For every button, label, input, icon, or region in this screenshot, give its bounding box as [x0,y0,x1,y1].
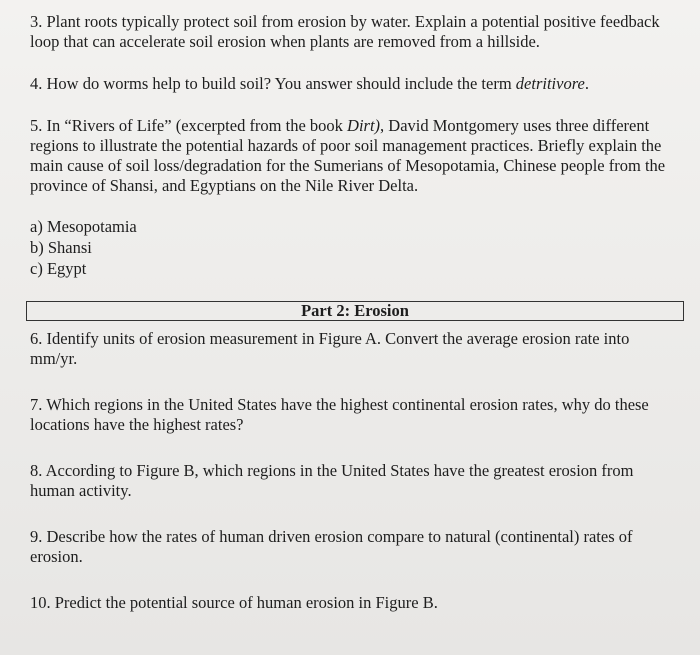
question-4-end: . [584,74,589,93]
question-3-text: 3. Plant roots typically protect soil from erosion by water. Explain a potential positive feedback loop that can accelerate soil erosion when plants are removed from a hillside. [30,12,660,51]
question-10-text: 10. Predict the potential source of human erosion in Figure B. [30,593,438,612]
question-5-options [30,216,680,279]
question-5 [30,116,680,196]
question-5-text-end: , David Montgomery uses three different regions to illustrate the potential hazards of poor soil management practices. Briefly explain the main cause of soil loss/degradation for the Sumerians of Mesopotamia, Chinese people from the province of Shansi, and Egyptians on the Nile River Delta. [30,116,666,195]
part-2-heading-text: Part 2: Erosion [301,301,409,320]
question-10 [30,593,680,613]
question-4-text: 4. How do worms help to build soil? You answer should include the term [30,74,516,93]
question-8-text: 8. According to Figure B, which regions in the United States have the greatest erosion from human activity. [30,461,634,500]
part-2-heading [26,301,684,321]
question-8 [30,461,680,501]
question-4-term: detritivore [515,74,585,93]
question-9-text: 9. Describe how the rates of human driven erosion compare to natural (continental) rates of erosion. [30,527,633,566]
question-6-text: 6. Identify units of erosion measurement in Figure A. Convert the average erosion rate into mm/yr. [30,329,630,368]
option-egypt: c) Egypt [30,259,87,278]
question-5-text-start: 5. In “Rivers of Life” (excerpted from the book [30,116,348,135]
question-3 [30,12,680,52]
question-7 [30,395,680,435]
question-7-text: 7. Which regions in the United States have the highest continental erosion rates, why do these locations have the highest rates? [30,395,649,434]
option-mesopotamia: a) Mesopotamia [30,217,137,236]
question-6 [30,329,680,369]
question-9 [30,527,680,567]
option-shansi: b) Shansi [30,238,92,257]
question-5-book-title: Dirt) [347,116,381,135]
question-4 [30,74,680,94]
